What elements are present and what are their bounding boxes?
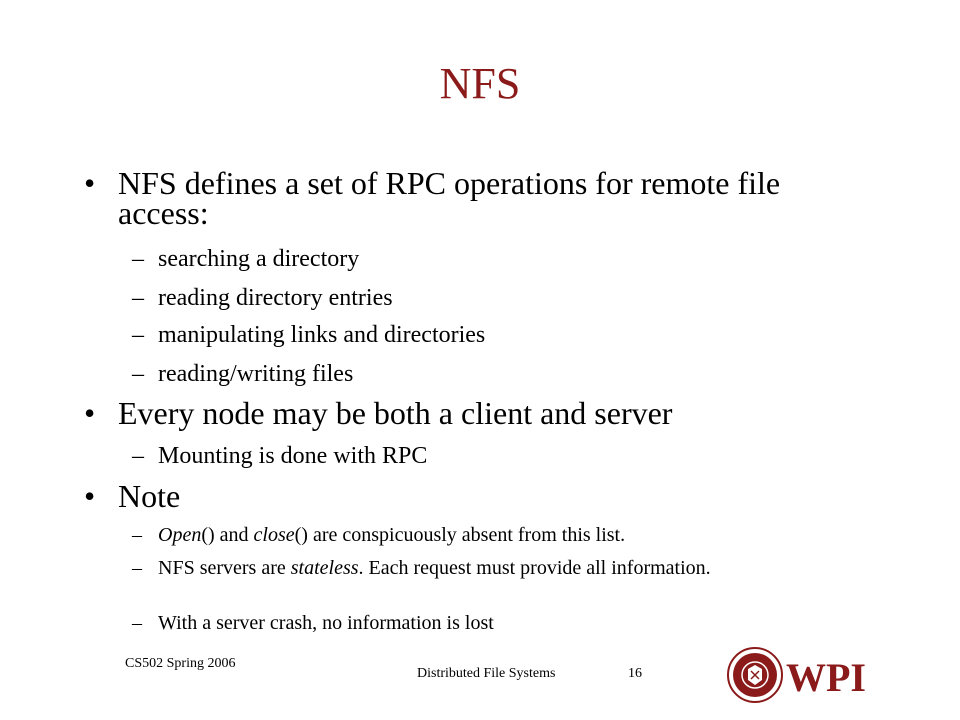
slide-title: NFS [439,59,521,108]
dash-marker: – [132,246,144,272]
sub-text: manipulating links and directories [158,322,486,348]
note-text [158,525,625,546]
footer-topic: Distributed File Systems [417,666,556,681]
bullet-marker: • [84,395,96,431]
slide-number: 16 [628,666,642,681]
sub-text: reading/writing files [158,361,354,387]
wpi-wordmark: WPI [786,655,866,700]
bullet-text: NFS defines a set of RPC operations for remote file access: [118,165,781,231]
bullet-marker: • [84,165,96,201]
sub-text: reading directory entries [158,285,393,311]
note-fragment: NFS servers are [158,557,291,579]
bullet-text: Note [118,478,181,514]
dash-marker: – [132,524,142,546]
wpi-logo-graphic [726,645,866,705]
bullet-marker: • [84,478,96,514]
sub-text: Mounting is done with RPC [158,443,428,469]
bullet-text: Every node may be both a client and server [118,395,673,431]
dash-marker: – [132,361,144,387]
note-text: With a server crash, no information is lost [158,612,494,634]
note-emphasis: close [253,524,295,546]
footer-course: CS502 Spring 2006 [125,656,236,671]
note-fragment: . Each request must provide all information. [358,557,711,579]
note-fragment: () and [201,524,254,546]
dash-marker: – [132,612,142,634]
note-emphasis: stateless [290,557,359,579]
note-emphasis: Open [158,524,202,546]
wpi-logo [726,645,866,710]
dash-marker: – [132,557,142,579]
note-text [158,558,882,579]
dash-marker: – [132,285,144,311]
dash-marker: – [132,443,144,469]
note-fragment: () are conspicuously absent from this list. [294,524,626,546]
dash-marker: – [132,322,144,348]
sub-text: searching a directory [158,246,360,272]
